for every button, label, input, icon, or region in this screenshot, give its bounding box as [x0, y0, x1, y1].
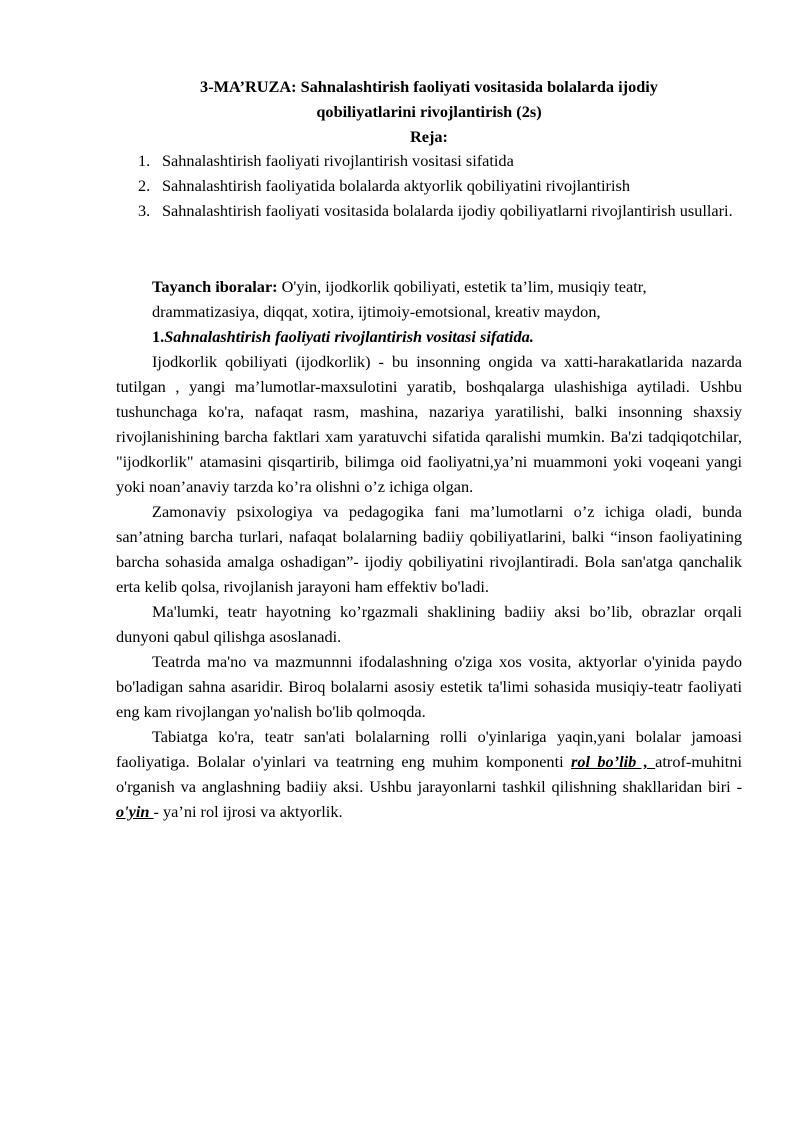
section-title: Sahnalashtirish faoliyati rivojlantirish vositasi sifatida. — [164, 327, 534, 346]
term-oyin: o'yin — [116, 802, 154, 821]
paragraph-text: Tabiatga ko'ra, teatr san'ati bolalarning rolli o'yinlariga yaqin,yani bolalar jamoasi faoliyatiga. Bolalar o'yinlari va teatrning eng muhim komponenti — [116, 727, 742, 771]
plan-item-number: 2. — [138, 176, 151, 195]
title-line-1: 3-MA’RUZA: Sahnalashtirish faoliyati vositasida bolalarda ijodiy — [200, 77, 658, 96]
keywords-line-1: O'yin, ijodkorlik qobiliyati, estetik ta’lim, musiqiy teatr, — [277, 277, 647, 296]
plan-item — [116, 148, 742, 173]
paragraph: Ma'lumki, teatr hayotning ko’rgazmali shaklining badiiy aksi bo’lib, obrazlar orqali dunyoni qabul qilishga asoslanadi. — [116, 602, 742, 646]
paragraph — [116, 724, 742, 824]
title-line-2: qobiliyatlarini rivojlantirish (2s) — [316, 102, 542, 121]
paragraph: Zamonaviy psixologiya va pedagogika fani ma’lumotlarni o’z ichiga oladi, bunda san’atning barcha turlari, nafaqat bolalarning badiiy qobiliyatlarini, balki “inson faoliyatining barcha sohasida amalga oshadigan”- ijodiy qobiliyatini rivojlantiradi. Bola san'atga qanchalik erta kelib qolsa, rivojlanish jarayoni ham effektiv bo'ladi. — [116, 502, 742, 596]
section-number: 1. — [152, 327, 165, 346]
paragraph: Teatrda ma'no va mazmunnni ifodalashning o'ziga xos vosita, aktyorlar o'yinida paydo bo'ladigan sahna asaridir. Biroq bolalarni asosiy estetik ta'limi sohasida musiqiy-teatr faoliyati eng kam rivojlangan yo'nalish bo'lib qolmoqda. — [116, 652, 742, 721]
paragraph-text: - ya’ni rol ijrosi va aktyorlik. — [153, 802, 343, 821]
keywords-line-2: drammatizasiya, diqqat, xotira, ijtimoiy-emotsional, kreativ maydon, — [152, 302, 601, 321]
section-heading — [152, 324, 534, 349]
keywords-label: Tayanch iboralar: — [152, 277, 278, 296]
plan-item-text: Sahnalashtirish faoliyati vositasida bolalarda ijodiy qobiliyatlarni rivojlantirish usullari. — [162, 201, 733, 220]
plan-item-number: 3. — [138, 201, 151, 220]
plan-list — [116, 148, 742, 223]
lecture-title — [116, 74, 742, 149]
plan-item — [116, 173, 742, 198]
plan-item — [116, 198, 742, 223]
paragraph: Ijodkorlik qobiliyati (ijodkorlik) - bu insonning ongida va xatti-harakatlarida nazarda tutilgan , yangi ma’lumotlar-maxsulotini yaratib, boshqalarga ulashishiga aytiladi. Ushbu tushunchaga ko'ra, nafaqat rasm, mashina, nazariya yaratilishi, balki insonning shaxsiy rivojlanishining barcha faktlari xam yaratuvchi sifatida qaralishi mumkin. Ba'zi tadqiqotchilar, "ijodkorlik" atamasini qisqartirib, bilimga oid faoliyatni,ya’ni muammoni yoki voqeani yangi yoki noan’anaviy tarzda ko’ra olishni o’z ichiga olgan. — [116, 352, 742, 496]
body-text — [116, 349, 742, 824]
keywords-block — [152, 274, 742, 324]
plan-item-text: Sahnalashtirish faoliyati rivojlantirish vositasi sifatida — [162, 151, 514, 170]
plan-heading: Reja: — [410, 127, 448, 146]
plan-item-number: 1. — [138, 151, 151, 170]
paragraph-text: atrof-muhitni o'rganish va anglashning badiiy aksi. Ushbu jarayonlarni tashkil qilishning shakllaridan biri - — [116, 752, 742, 796]
plan-item-text: Sahnalashtirish faoliyatida bolalarda aktyorlik qobiliyatini rivojlantirish — [162, 176, 630, 195]
term-rol-bolib: rol bo’lib , — [571, 752, 656, 771]
